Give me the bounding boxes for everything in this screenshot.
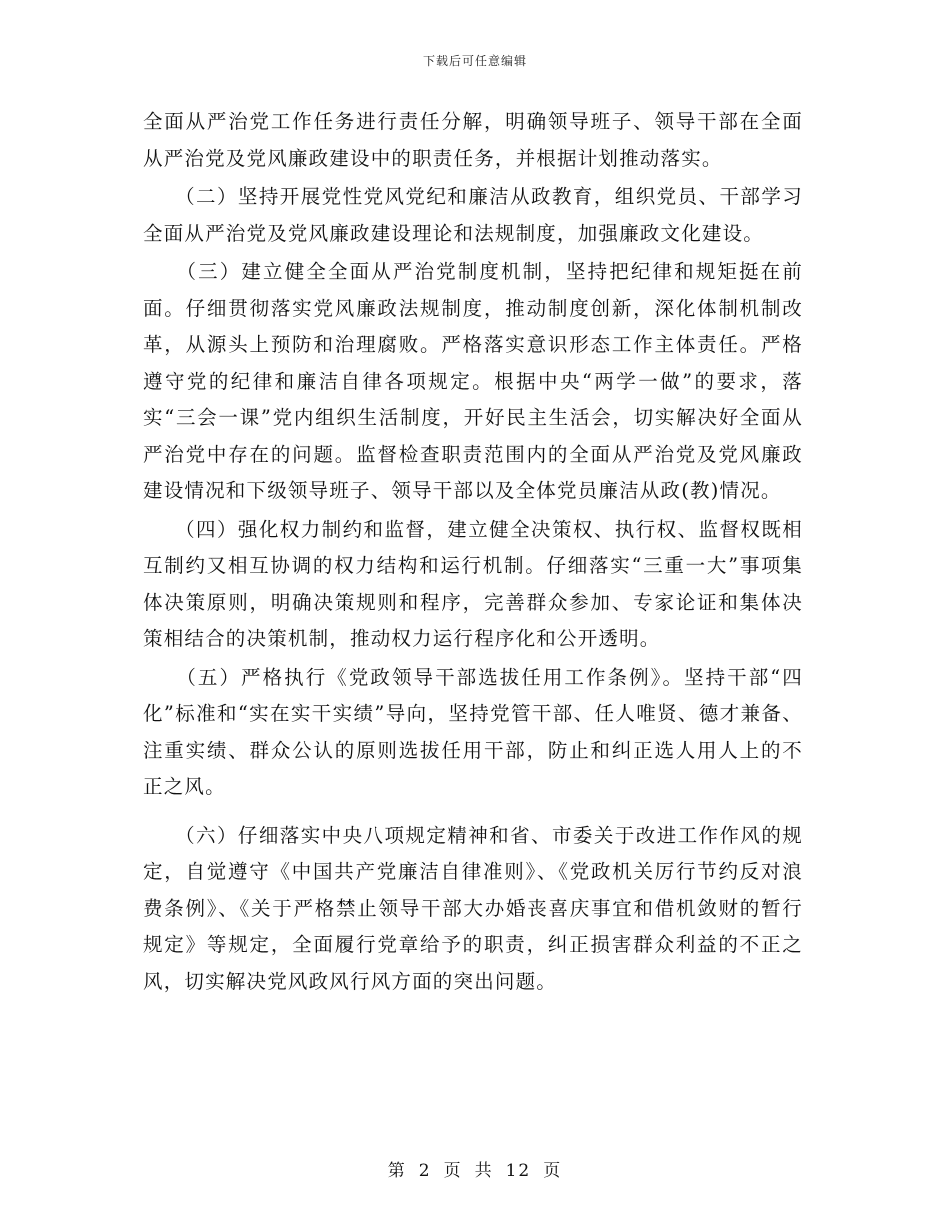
document-body <box>143 104 803 1000</box>
total-label: 共 <box>474 1161 494 1181</box>
paragraph-item-3: （三）建立健全全面从严治党制度机制，坚持把纪律和规矩挺在前面。仔细贯彻落实党风廉政法规制度，推动制度创新，深化体制机制改革，从源头上预防和治理腐败。严格落实意识形态工作主体责任。严格遵守党的纪律和廉洁自律各项规定。根据中央“两学一做”的要求，落实“三会一课”党内组织生活制度，开好民主生活会，切实解决好全面从严治党中存在的问题。监督检查职责范围内的全面从严治党及党风廉政建设情况和下级领导班子、领导干部以及全体党员廉洁从政(教)情况。 <box>143 260 803 502</box>
page-label: 第 <box>387 1161 407 1181</box>
page-unit: 页 <box>443 1161 463 1181</box>
paragraph-item-6: （六）仔细落实中央八项规定精神和省、市委关于改进工作作风的规定，自觉遵守《中国共产党廉洁自律准则》、《党政机关厉行节约反对浪费条例》、《关于严格禁止领导干部大办婚丧喜庆事宜和借机敛财的暂行规定》等规定，全面履行党章给予的职责，纠正损害群众利益的不正之风，切实解决党风政风行风方面的突出问题。 <box>143 823 803 993</box>
page-number-footer <box>0 1156 950 1181</box>
page-header-note: 下载后可任意编辑 <box>422 54 527 68</box>
total-page-count: 12 <box>505 1161 532 1181</box>
paragraph-item-2: （二）坚持开展党性党风党纪和廉洁从政教育，组织党员、干部学习全面从严治党及党风廉政建设理论和法规制度，加强廉政文化建设。 <box>143 185 803 245</box>
total-unit: 页 <box>543 1161 563 1181</box>
current-page-number: 2 <box>418 1161 432 1181</box>
paragraph-item-4: （四）强化权力制约和监督，建立健全决策权、执行权、监督权既相互制约又相互协调的权力结构和运行机制。仔细落实“三重一大”事项集体决策原则，明确决策规则和程序，完善群众参加、专家论证和集体决策相结合的决策机制，推动权力运行程序化和公开透明。 <box>143 517 803 650</box>
paragraph-item-5: （五）严格执行《党政领导干部选拔任用工作条例》。坚持干部“四化”标准和“实在实干实绩”导向，坚持党管干部、任人唯贤、德才兼备、注重实绩、群众公认的原则选拔任用干部，防止和纠正选人用人上的不正之风。 <box>143 665 803 798</box>
paragraph-continuation: 全面从严治党工作任务进行责任分解，明确领导班子、领导干部在全面从严治党及党风廉政建设中的职责任务，并根据计划推动落实。 <box>143 110 803 170</box>
